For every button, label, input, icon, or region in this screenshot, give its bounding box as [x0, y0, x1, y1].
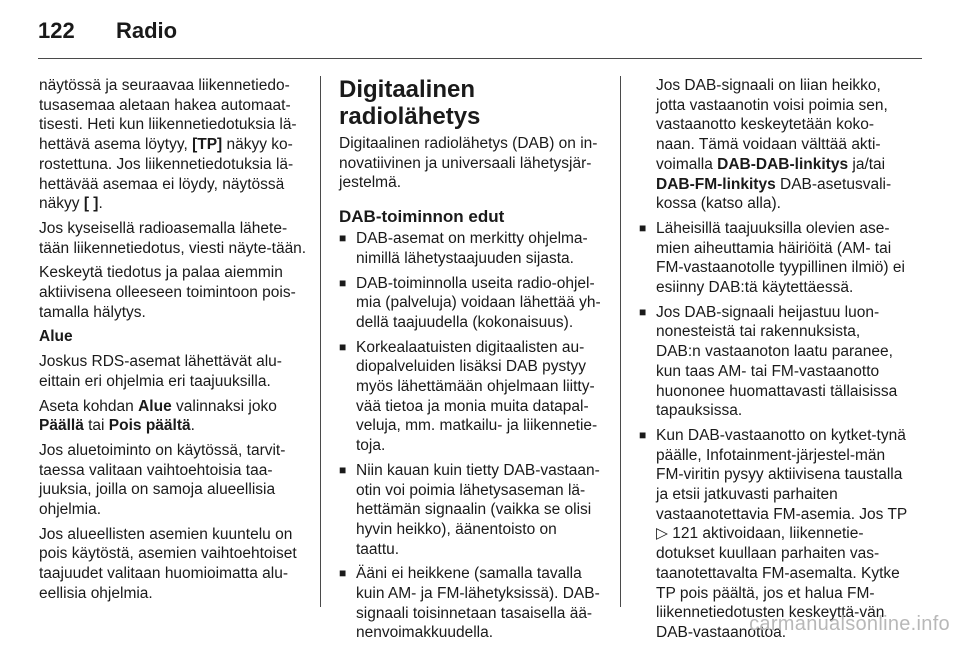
section-title-alue: Alue: [39, 328, 73, 346]
column-divider-2: [620, 76, 621, 607]
page-header: [38, 18, 177, 48]
list-item: ■ Niin kauan kuin tietty DAB-vastaan-otin voi poimia lähetysaseman lä-hettämän signaalin (vaikka se olisi hyvin heikko), äänentoisto on taattu.: [339, 461, 604, 560]
paragraph-dab-intro: Digitaalinen radiolähetys (DAB) on in-novatiivinen ja universaali lähetysjär-jestelmä.: [339, 135, 598, 192]
section-title-dab: Digitaalinen radiolähetys: [339, 76, 481, 130]
list-item: ■ DAB-asemat on merkitty ohjelma-nimillä lähetystaajuuden sijasta.: [339, 229, 604, 268]
list-item: ■ Ääni ei heikkene (samalla tavalla kuin AM- ja FM-lähetyksissä). DAB-signaali toisinnetaan tasaisella ää-nenvoimakkuudella.: [339, 564, 604, 643]
watermark: carmanualsonline.info: [749, 613, 950, 635]
paragraph-alue-on: Jos aluetoiminto on käytössä, tarvit-taessa valitaan vaihtoehtoisia taa-juuksia, joilla on samoja alueellisia ohjelmia.: [39, 441, 286, 519]
dab-benefits-list: [339, 229, 604, 643]
column-divider-1: [320, 76, 321, 607]
paragraph-cancel: Keskeytä tiedotus ja palaa aiemmin aktiivisena olleeseen toimintoon pois-tamalla hälytys.: [39, 264, 296, 321]
column-2: [339, 76, 604, 648]
paragraph-rds: Joskus RDS-asemat lähettävät alu-eittain eri ohjelmia eri taajuuksilla.: [39, 353, 282, 390]
list-item: ■ DAB-toiminnolla useita radio-ohjel-mia (palveluja) voidaan lähettää yh-dellä taajuudella (kokonaisuus).: [339, 274, 604, 333]
column-3: [639, 76, 907, 648]
page-number: 122: [38, 18, 75, 43]
chapter-title: Radio: [116, 18, 178, 43]
paragraph-tp: näytössä ja seuraavaa liikennetiedo-tusasemaa aletaan hakea automaat-tisesti. Heti kun liikennetiedotuksia lä-hettävä asema löytyy, [TP] näkyy ko-rostettuna. Jos liikennetiedotuksia lä-hettävää asemaa ei löydy, näytössä näkyy [ ].: [39, 77, 297, 213]
list-item: ■ Jos DAB-signaali heijastuu luon-nonesteistä tai rakennuksista, DAB:n vastaanoton laatu paranee, kun taas AM- tai FM-vastaanotto huononee huomattavasti tällaisissa tapauksissa.: [639, 303, 907, 421]
paragraph-alue-off: Jos alueellisten asemien kuuntelu on pois käytöstä, asemien vaihtoehtoiset taajuudet valitaan huomioimatta alu-eellisia ohjelmia.: [39, 525, 297, 602]
list-item: ■ Kun DAB-vastaanotto on kytket-tynä päälle, Infotainment-järjestel-män FM-viritin pysyy aktiivisena taustalla ja etsii jatkuvasti parhaiten vastaanotettavia FM-asemia. Jos TP ▷ 121 aktivoidaan, liikennetie-dotukset kuullaan parhaiten vas-taanotettavalta FM-asemalta. Kytke TP pois päältä, jos et halua FM-liikennetiedotusten keskeyttä-vän DAB-vastaanottoa.: [639, 426, 907, 643]
list-item: ■ Korkealaatuisten digitaalisten au-diopalveluiden lisäksi DAB pystyy myös lähettämään ohjelmaan liitty-vää tietoa ja monia muita datapal-veluja, mm. matkailu- ja liikennetie-toja.: [339, 338, 604, 456]
list-item: ■ Läheisillä taajuuksilla olevien ase-mien aiheuttamia häiriöitä (AM- tai FM-vastaanotolle tyypillinen ilmiö) ei esiinny DAB:tä käytettäessä.: [639, 219, 907, 298]
header-divider: [38, 58, 922, 59]
column-1: [39, 76, 307, 609]
paragraph-announcement: Jos kyseisellä radioasemalla lähete-tään liikennetiedotus, viesti näyte-tään.: [39, 219, 307, 257]
subsection-title-dab-benefits: DAB-toiminnon edut: [339, 207, 505, 227]
dab-benefits-list-continued: [639, 219, 907, 643]
paragraph-dab-weak-signal: Jos DAB-signaali on liian heikko, jotta vastaanotin voisi poimia sen, vastaanotto keskeytetään koko-naan. Tämä voidaan välttää akti-voimalla DAB-DAB-linkitys ja/tai DAB-FM-linkitys DAB-asetusvali-kossa (katso alla).: [656, 77, 892, 213]
paragraph-alue-setting: Aseta kohdan Alue valinnaksi joko Päällä tai Pois päältä.: [39, 397, 277, 435]
